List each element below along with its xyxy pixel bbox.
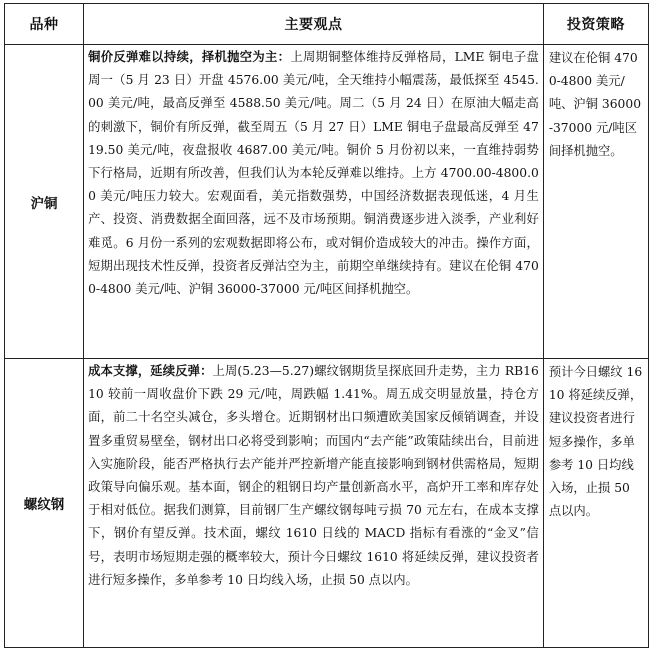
table-row-copper — [5, 45, 649, 359]
header-product: 品种 — [5, 4, 84, 45]
view-copper — [84, 45, 544, 359]
view-rebar — [84, 359, 544, 648]
research-table — [4, 3, 649, 648]
table-row-rebar — [5, 359, 649, 648]
product-copper: 沪铜 — [5, 45, 84, 359]
strategy-copper: 建议在伦铜 4700-4800 美元/吨、沪铜 36000-37000 元/吨区间择机抛空。 — [543, 45, 648, 359]
header-row — [5, 4, 649, 45]
view-rebar-lead: 成本支撑，延续反弹： — [88, 364, 213, 378]
view-copper-lead: 铜价反弹难以持续，择机抛空为主： — [88, 50, 291, 64]
product-rebar: 螺纹钢 — [5, 359, 84, 648]
header-strategy: 投资策略 — [543, 4, 648, 45]
view-copper-body: 上周期铜整体维持反弹格局，LME 铜电子盘周一（5 月 23 日）开盘 4576.00 美元/吨，全天维持小幅震荡，最低探至 4545.00 美元/吨，最高反弹至 4588.50 美元/吨。周二（5 月 24 日）在原油大幅走高的刺激下，铜价有所反弹，截至周五（5 月 27 日）LME 铜电子盘最高反弹至 4719.50 美元/吨，夜盘报收 4687.00 美元/吨。铜价 5 月份初以来，一直维持弱势下行格局，近期有所改善，但我们认为本轮反弹难以维持。上方 4700.00-4800.00 美元/吨压力较大。宏观面看，美元指数强势，中国经济数据表现低迷，4 月生产、投资、消费数据全面回落，远不及市场预期。铜消费逐步进入淡季，产业利好难觅。6 月份一系列的宏观数据即将公布，或对铜价造成较大的冲击。操作方面，短期出现技术性反弹，投资者反弹沽空为主，前期空单继续持有。建议在伦铜 4700-4800 美元/吨、沪铜 36000-37000 元/吨区间择机抛空。 — [88, 50, 539, 297]
strategy-rebar: 预计今日螺纹 1610 将延续反弹，建议投资者进行短多操作，多单参考 10 日均线入场，止损 50 点以内。 — [543, 359, 648, 648]
view-rebar-body: 上周(5.23—5.27)螺纹钢期货呈探底回升走势，主力 RB1610 较前一周收盘价下跌 29 元/吨，周跌幅 1.41%。周五成交明显放量，持仓方面，前二十名空头减仓，多头增仓。近期钢材出口频遭欧美国家反倾销调查，并设置多重贸易壁垒，钢材出口必将受到影响；而国内“去产能”政策陆续出台，目前进入实施阶段，能否严格执行去产能并严控新增产能直接影响到钢材供需格局，短期政策导向偏乐观。基本面，钢企的粗钢日均产量创新高水平，高炉开工率和库存处于相对低位。据我们测算，目前钢厂生产螺纹钢每吨亏损 70 元左右，在成本支撑下，钢价有望反弹。技术面，螺纹 1610 日线的 MACD 指标有看涨的“金叉”信号，表明市场短期走强的概率较大，预计今日螺纹 1610 将延续反弹，建议投资者进行短多操作，多单参考 10 日均线入场，止损 50 点以内。 — [88, 364, 539, 587]
header-view: 主要观点 — [84, 4, 544, 45]
